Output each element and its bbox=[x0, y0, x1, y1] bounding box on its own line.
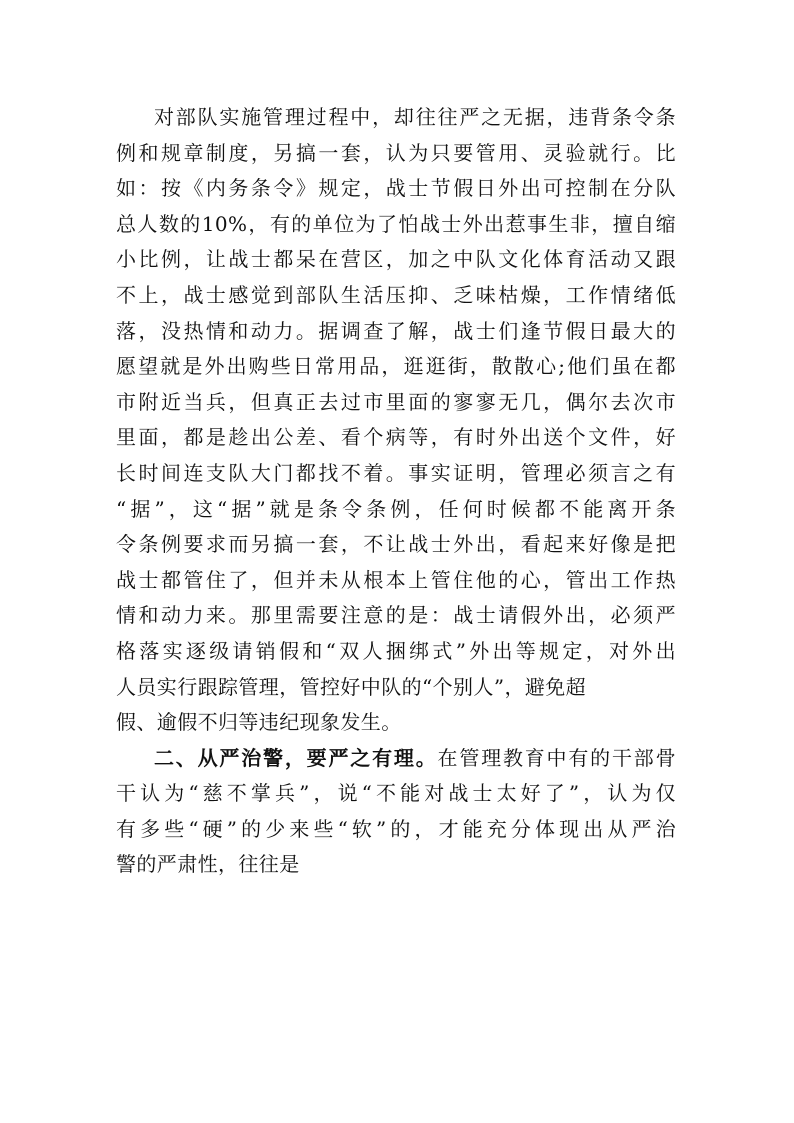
paragraph-line: 情和动力来。那里需要注意的是：战士请假外出，必须严 bbox=[116, 603, 676, 628]
paragraph-line: 干认为“慈不掌兵”，说“不能对战士太好了”，认为仅 bbox=[116, 781, 676, 806]
paragraph-first-line bbox=[116, 741, 676, 777]
paragraph-line: 落，没热情和动力。据调查了解，战士们逢节假日最大的 bbox=[116, 318, 676, 343]
paragraph-line: 格落实逐级请销假和“双人捆绑式”外出等规定，对外出 bbox=[116, 638, 676, 663]
document-body bbox=[116, 100, 676, 883]
paragraph-line: “据”，这“据”就是条令条例，任何时候都不能离开条 bbox=[116, 496, 676, 521]
paragraph-line: 警的严肃性，往往是 bbox=[116, 852, 300, 877]
paragraph-line: 不上，战士感觉到部队生活压抑、乏味枯燥，工作情绪低 bbox=[116, 282, 676, 307]
paragraph-2 bbox=[116, 741, 676, 883]
paragraph-line: 总人数的10%，有的单位为了怕战士外出惹事生非，擅自缩 bbox=[116, 211, 676, 236]
paragraph-line: 愿望就是外出购些日常用品，逛逛街，散散心;他们虽在都 bbox=[116, 354, 676, 379]
paragraph-line: 有多些“硬”的少来些“软”的，才能充分体现出从严治 bbox=[116, 816, 676, 841]
paragraph-line: 如：按《内务条令》规定，战士节假日外出可控制在分队 bbox=[116, 176, 676, 201]
paragraph-line: 对部队实施管理过程中，却往往严之无据，违背条令条 bbox=[154, 105, 676, 129]
paragraph-line: 人员实行跟踪管理，管控好中队的“个别人”，避免超 bbox=[116, 674, 587, 699]
paragraph-line: 长时间连支队大门都找不着。事实证明，管理必须言之有 bbox=[116, 460, 676, 485]
paragraph-line: 小比例，让战士都呆在营区，加之中队文化体育活动又跟 bbox=[116, 247, 676, 272]
paragraph-line: 市附近当兵，但真正去过市里面的寥寥无几，偶尔去次市 bbox=[116, 389, 676, 414]
paragraph-line: 战士都管住了，但并未从根本上管住他的心，管出工作热 bbox=[116, 567, 676, 592]
paragraph-line-text: 在管理教育中有的干部骨 bbox=[437, 745, 676, 770]
paragraph-line: 例和规章制度，另搞一套，认为只要管用、灵验就行。比 bbox=[116, 140, 676, 165]
section-heading: 二、从严治警，要严之有理。 bbox=[154, 745, 438, 770]
paragraph-line: 令条例要求而另搞一套，不让战士外出，看起来好像是把 bbox=[116, 532, 676, 557]
paragraph-line: 假、逾假不归等违纪现象发生。 bbox=[116, 710, 402, 735]
paragraph-1 bbox=[116, 100, 676, 741]
paragraph-line: 里面，都是趁出公差、看个病等，有时外出送个文件，好 bbox=[116, 425, 676, 450]
